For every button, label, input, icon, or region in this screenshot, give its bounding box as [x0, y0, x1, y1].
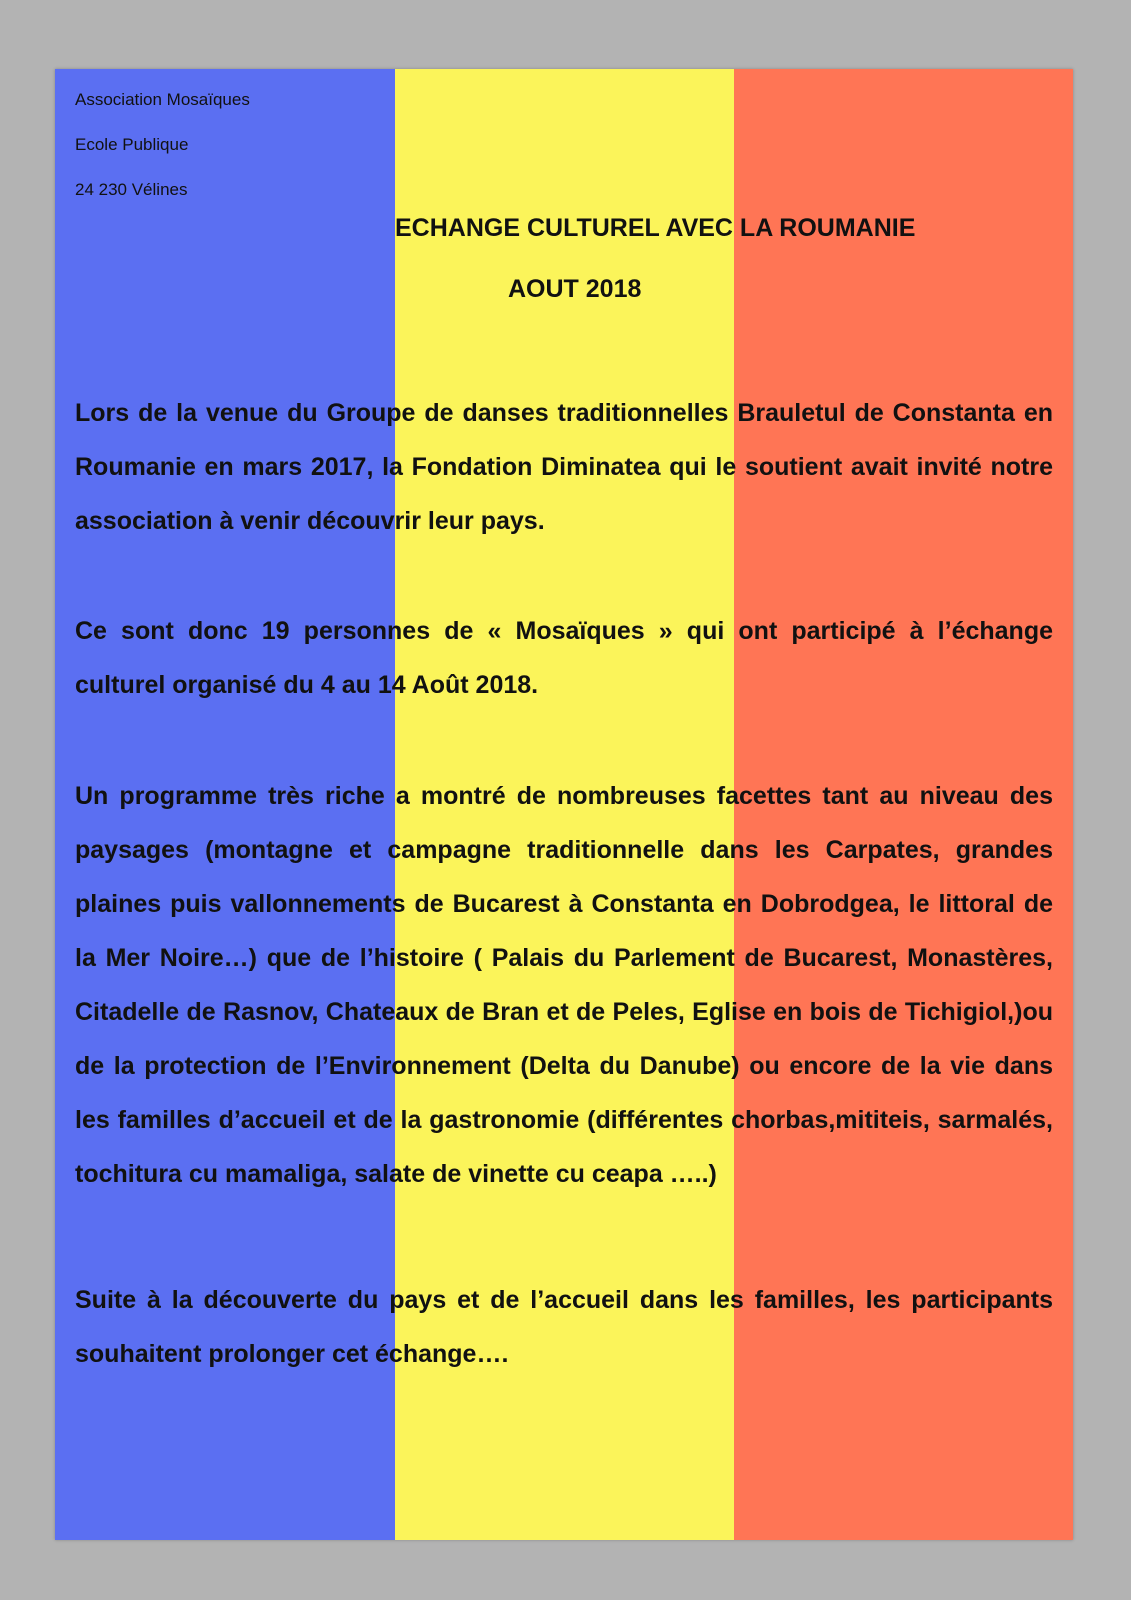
address-line-town: 24 230 Vélines [75, 180, 188, 199]
sender-address [75, 77, 250, 212]
address-line-school: Ecole Publique [75, 135, 189, 154]
paragraph-conclusion: Suite à la découverte du pays et de l’accueil dans les familles, les participants souhaitent prolonger cet échange…. [75, 1286, 1053, 1368]
paragraph-programme: Un programme très riche a montré de nombreuses facettes tant au niveau des paysages (montagne et campagne traditionnelle dans les Carpates, grandes plaines puis vallonnements de Bucarest à Constanta en Dobrodgea, le littoral de la Mer Noire…) que de l’histoire ( Palais du Parlement de Bucarest, Monastères, Citadelle de Rasnov, Chateaux de Bran et de Peles, Eglise en bois de Tichigiol,)ou de la protection de l’Environnement (Delta du Danube) ou encore de la vie dans les familles d’accueil et de la gastronomie (différentes chorbas,mititeis, sarmalés, tochitura cu mamaliga, salate de vinette cu ceapa …..) [75, 782, 1053, 1188]
address-line-association: Association Mosaïques [75, 90, 250, 109]
paragraph-participants: Ce sont donc 19 personnes de « Mosaïques » qui ont participé à l’échange culturel organisé du 4 au 14 Août 2018. [75, 617, 1053, 699]
document-content [55, 69, 1073, 1540]
paragraph-intro: Lors de la venue du Groupe de danses traditionnelles Brauletul de Constanta en Roumanie en mars 2017, la Fondation Diminatea qui le soutient avait invité notre association à venir découvrir leur pays. [75, 399, 1053, 535]
document-subtitle: AOUT 2018 [508, 275, 642, 303]
document-title: ECHANGE CULTUREL AVEC LA ROUMANIE [395, 214, 916, 242]
